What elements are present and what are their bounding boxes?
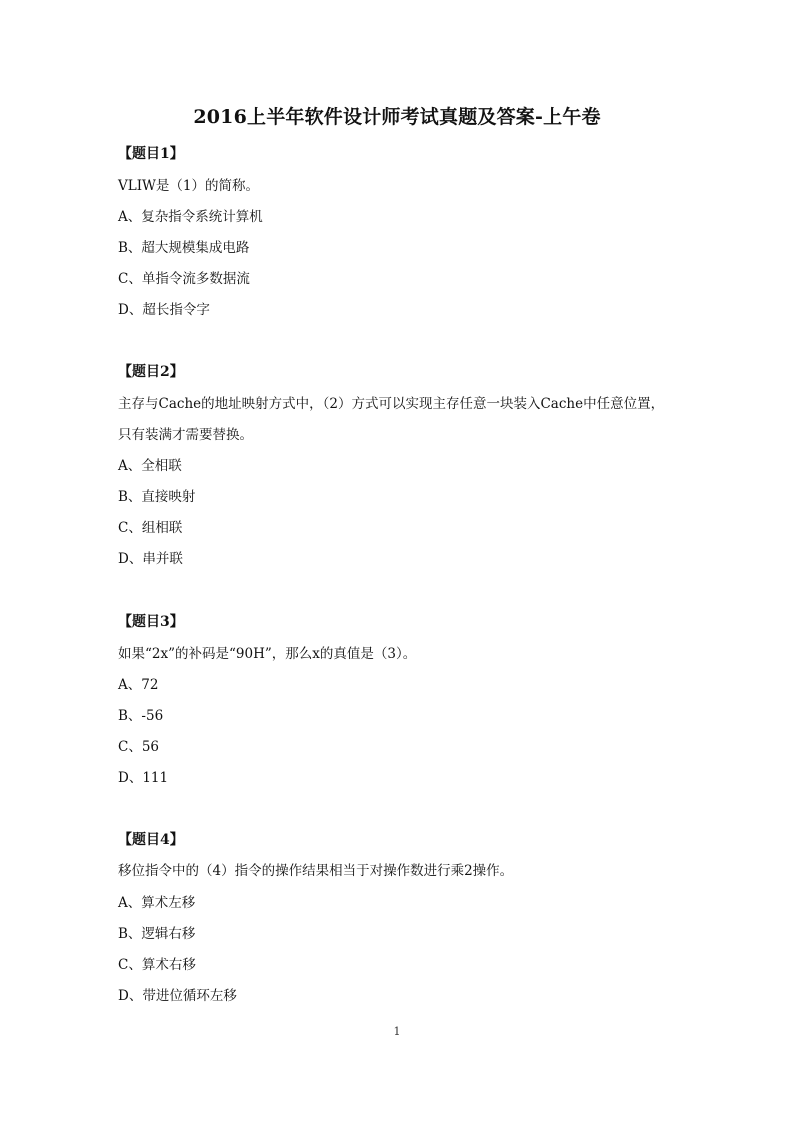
question-4-option-b: B、逻辑右移 bbox=[118, 926, 196, 942]
question-3-heading: 【题目3】 bbox=[118, 614, 184, 630]
question-2-stem-line-2: 只有装满才需要替换。 bbox=[118, 427, 253, 443]
question-1-option-a: A、复杂指令系统计算机 bbox=[118, 209, 263, 225]
question-4-option-d: D、带进位循环左移 bbox=[118, 988, 237, 1004]
question-4-option-c: C、算术右移 bbox=[118, 957, 196, 973]
question-4-heading: 【题目4】 bbox=[118, 832, 184, 848]
question-4-stem: 移位指令中的（4）指令的操作结果相当于对操作数进行乘2操作。 bbox=[118, 863, 514, 879]
question-1-option-b: B、超大规模集成电路 bbox=[118, 240, 250, 256]
question-1-stem: VLIW是（1）的简称。 bbox=[118, 178, 260, 194]
question-3-option-c: C、56 bbox=[118, 739, 160, 755]
question-3-stem: 如果“2x”的补码是“90H”，那么x的真值是（3）。 bbox=[118, 646, 417, 662]
question-2-option-b: B、直接映射 bbox=[118, 489, 196, 505]
question-1-heading: 【题目1】 bbox=[118, 146, 184, 162]
question-3-option-b: B、-56 bbox=[118, 708, 164, 724]
question-2-option-c: C、组相联 bbox=[118, 520, 183, 536]
question-2-stem-line-1: 主存与Cache的地址映射方式中，（2）方式可以实现主存任意一块装入Cache中任意位置， bbox=[118, 396, 665, 412]
question-1-option-d: D、超长指令字 bbox=[118, 302, 210, 318]
document-title: 2016上半年软件设计师考试真题及答案-上午卷 bbox=[193, 106, 601, 128]
question-2-heading: 【题目2】 bbox=[118, 364, 184, 380]
question-4-option-a: A、算术左移 bbox=[118, 895, 196, 911]
page-number: 1 bbox=[393, 1025, 401, 1038]
question-2-option-a: A、全相联 bbox=[118, 458, 182, 474]
question-3-option-a: A、72 bbox=[118, 677, 159, 693]
question-1-option-c: C、单指令流多数据流 bbox=[118, 271, 250, 287]
question-2-option-d: D、串并联 bbox=[118, 551, 183, 567]
question-3-option-d: D、111 bbox=[118, 770, 169, 786]
